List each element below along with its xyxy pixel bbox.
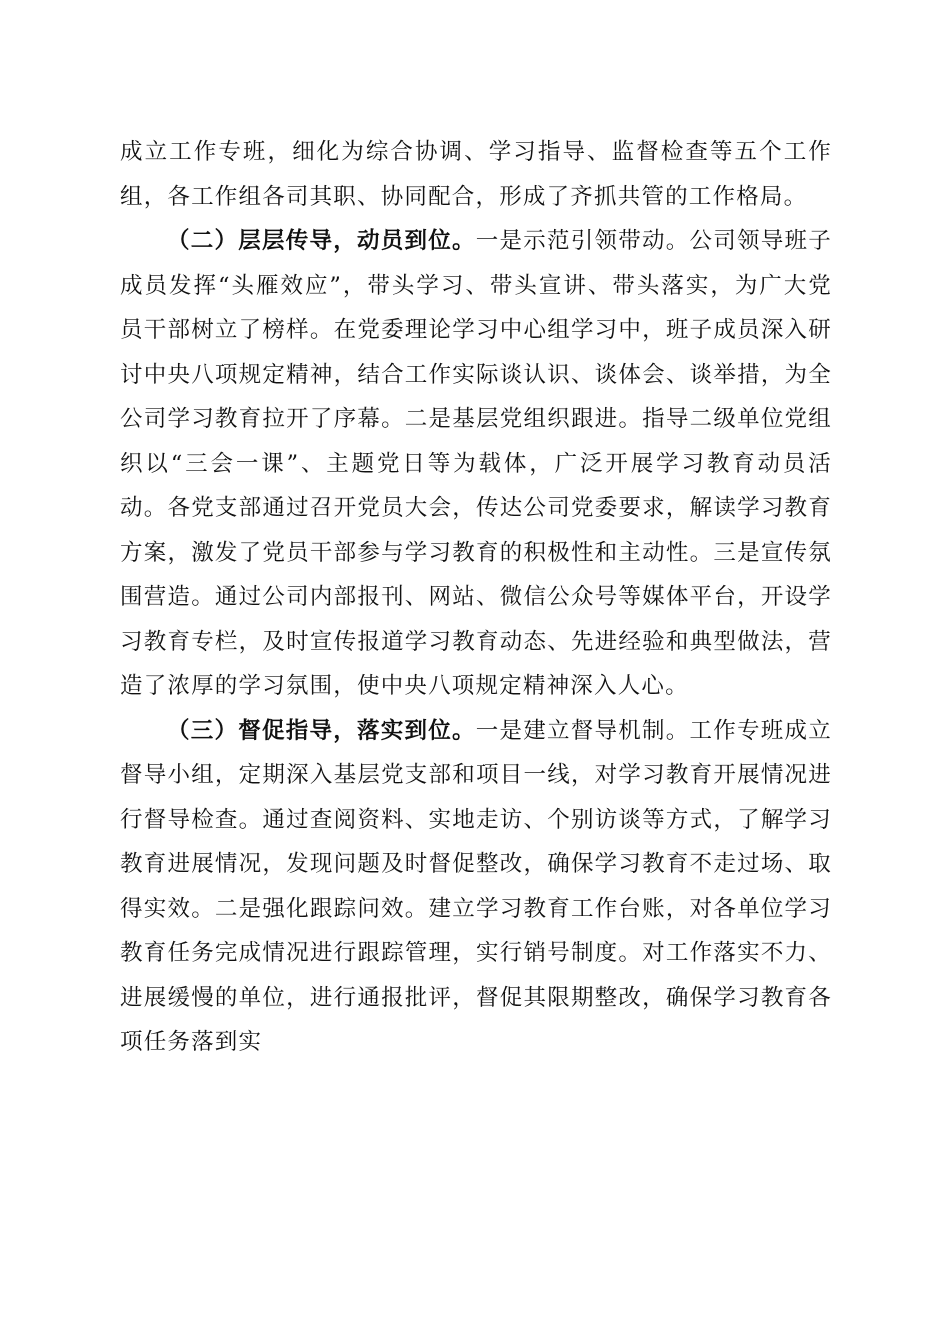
section-heading: （三）督促指导，落实到位。 [167, 717, 476, 744]
section-heading: （二）层层传导，动员到位。 [167, 228, 476, 254]
paragraph-text: 一是建立督导机制。工作专班成立督导小组，定期深入基层党支部和项目一线，对学习教育开展情况进行督导检查。通过查阅资料、实地走访、个别访谈等方式，了解学习教育进展情况，发现问题及时督促整改，确保学习教育不走过场、取得实效。二是强化跟踪问效。建立学习教育工作台账，对各单位学习教育任务完成情况进行跟踪管理，实行销号制度。对工作落实不力、进展缓慢的单位，进行通报批评，督促其限期整改，确保学习教育各项任务落到实 [120, 717, 832, 1055]
paragraph-section-3 [120, 709, 832, 1065]
paragraph-section-2 [120, 219, 832, 709]
paragraph-text: 成立工作专班，细化为综合协调、学习指导、监督检查等五个工作组，各工作组各司其职、协同配合，形成了齐抓共管的工作格局。 [120, 139, 832, 210]
document-body [120, 130, 832, 1065]
paragraph-text: 一是示范引领带动。公司领导班子成员发挥“头雁效应”，带头学习、带头宣讲、带头落实，为广大党员干部树立了榜样。在党委理论学习中心组学习中，班子成员深入研讨中央八项规定精神，结合工作实际谈认识、谈体会、谈举措，为全公司学习教育拉开了序幕。二是基层党组织跟进。指导二级单位党组织以“三会一课”、主题党日等为载体，广泛开展学习教育动员活动。各党支部通过召开党员大会，传达公司党委要求，解读学习教育方案，激发了党员干部参与学习教育的积极性和主动性。三是宣传氛围营造。通过公司内部报刊、网站、微信公众号等媒体平台，开设学习教育专栏，及时宣传报道学习教育动态、先进经验和典型做法，营造了浓厚的学习氛围，使中央八项规定精神深入人心。 [120, 228, 832, 699]
paragraph-continuation [120, 130, 832, 219]
